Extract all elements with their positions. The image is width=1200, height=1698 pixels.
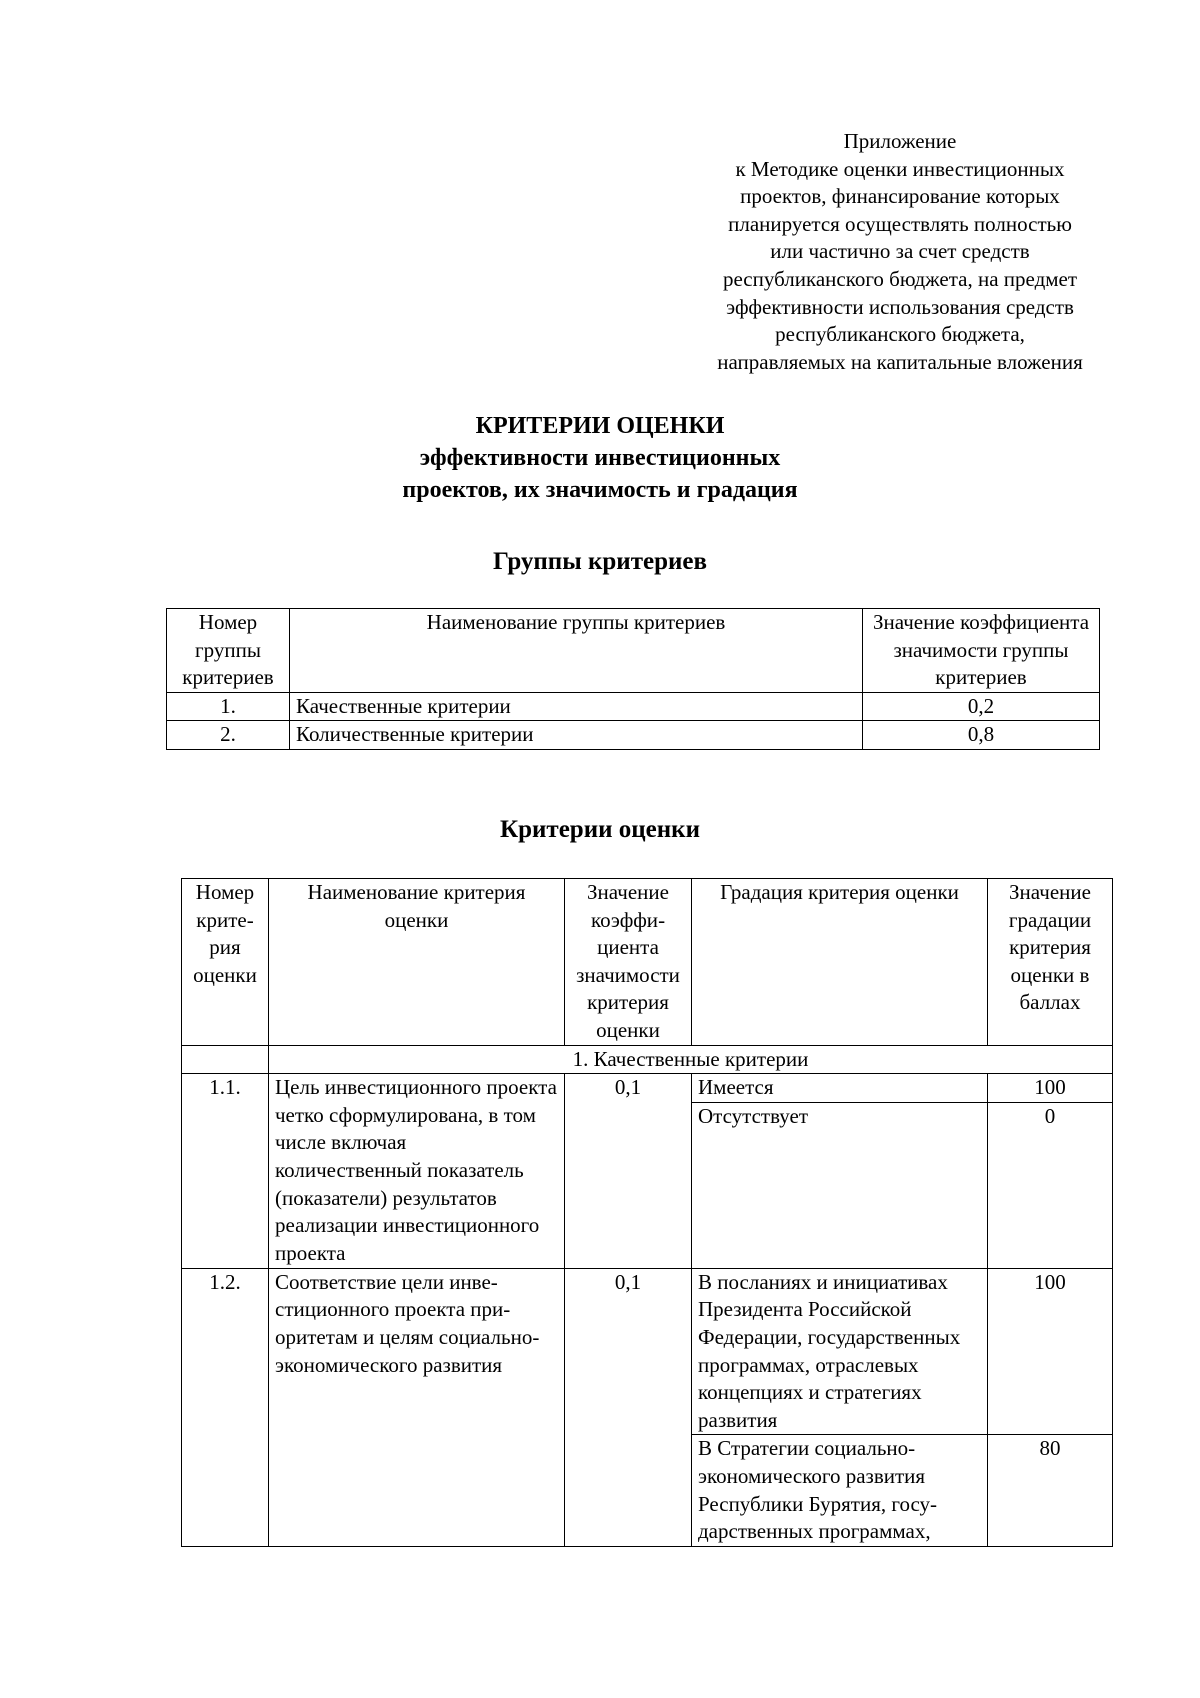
group-number: 1. (167, 692, 290, 721)
document-title (0, 410, 1200, 506)
gradation-text: Отсутствует (692, 1102, 988, 1268)
appendix-line: планируется осуществлять полностью (728, 211, 1072, 236)
groups-table (166, 608, 1100, 750)
criterion-number: 1.2. (182, 1268, 269, 1546)
header-gradation: Градация критерия оценки (692, 879, 988, 1046)
header-criterion-coef: Значение коэффициента значимости критерия оценки (565, 879, 692, 1046)
appendix-line: республиканского бюджета, (775, 322, 1025, 347)
gradation-score: 100 (988, 1268, 1113, 1435)
title-line-3: проектов, их значимость и градация (402, 477, 798, 503)
table-row (182, 1074, 1113, 1103)
table-row (167, 721, 1100, 750)
appendix-line: эффективности использования средств (726, 294, 1074, 319)
criteria-table (181, 878, 1113, 1547)
criterion-coef: 0,1 (565, 1268, 692, 1546)
appendix-line: к Методике оценки инвестиционных (735, 156, 1065, 181)
groups-heading: Группы критериев (493, 548, 707, 575)
header-group-number: Номер группы критериев (167, 609, 290, 693)
group-name: Количественные критерии (290, 721, 863, 750)
gradation-score: 100 (988, 1074, 1113, 1103)
header-score: Значение градации критерия оценки в баллах (988, 879, 1113, 1046)
criteria-table-header (182, 879, 1113, 1046)
appendix-line: или частично за счет средств (770, 239, 1030, 264)
title-line-2: эффективности инвестиционных (419, 445, 781, 471)
gradation-text: В Стратегии социально-экономического развития Республики Бурятия, государственных программах, (692, 1435, 988, 1546)
appendix-line: проектов, финансирование которых (740, 184, 1060, 209)
criterion-name: Цель инвестиционного проекта четко сформулирована, в том числе включая количественный показатель (показатели) результатов реализации инвестиционного проекта (269, 1074, 565, 1269)
gradation-score: 0 (988, 1102, 1113, 1268)
title-line-1: КРИТЕРИИ ОЦЕНКИ (475, 413, 725, 439)
group-subheader: 1. Качественные критерии (269, 1045, 1113, 1074)
group-name: Качественные критерии (290, 692, 863, 721)
criterion-coef: 0,1 (565, 1074, 692, 1269)
group-value: 0,2 (863, 692, 1100, 721)
header-group-name: Наименование группы критериев (290, 609, 863, 693)
criteria-heading: Критерии оценки (500, 816, 700, 843)
header-group-value: Значение коэффициента значимости группы критериев (863, 609, 1100, 693)
header-criterion-number: Номер критерия оценки (182, 879, 269, 1046)
appendix-line: Приложение (843, 129, 957, 153)
criterion-number: 1.1. (182, 1074, 269, 1269)
empty-cell (182, 1045, 269, 1074)
appendix-line: направляемых на капитальные вложения (717, 349, 1083, 374)
groups-table-header (167, 609, 1100, 693)
gradation-text: В посланиях и инициативах Президента Российской Федерации, государственных программах, отраслевых концепциях и стратегиях развития (692, 1268, 988, 1435)
gradation-text: Имеется (692, 1074, 988, 1103)
appendix-line: республиканского бюджета, на предмет (722, 266, 1078, 291)
table-row (182, 1268, 1113, 1435)
group-value: 0,8 (863, 721, 1100, 750)
group-subheader-row (182, 1045, 1113, 1074)
header-criterion-name: Наименование критерия оценки (269, 879, 565, 1046)
criterion-name: Соответствие цели инвестиционного проекта приоритетам и целям социально-экономического развития (269, 1268, 565, 1546)
group-number: 2. (167, 721, 290, 750)
appendix-note (690, 128, 1110, 376)
gradation-score: 80 (988, 1435, 1113, 1546)
table-row (167, 692, 1100, 721)
